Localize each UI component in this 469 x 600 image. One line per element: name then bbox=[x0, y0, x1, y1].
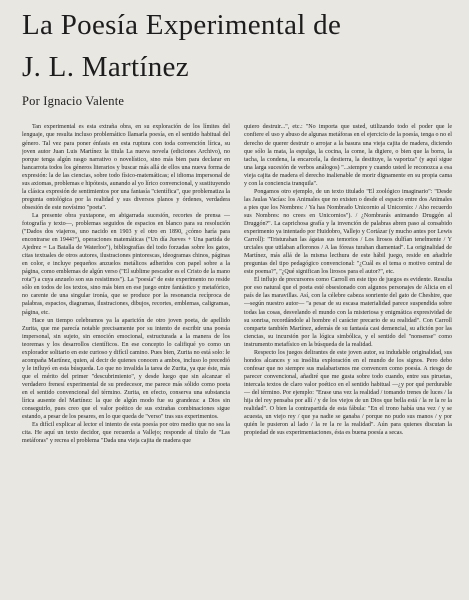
article-title-line-1: La Poesía Experimental de bbox=[22, 9, 342, 41]
paragraph: Tan experimental es esta extraña obra, en su exploración de los límites del lenguaje, que resulta incluso problemático llamarla poesía, en el sentido habitual del género. Tal vez para poner énfasis en esta ruptura con toda convención lírica, su joven autor Juan Luis Martínez la titula La nueva novela (ediciones Archivo), no porque tenga algún rasgo narrativo o novelístico, sino más bien para declarar en hancarrota todos los géneros literarios y buscar más allá de ellos una nueva forma de expresión: la de las ciencias, sobre todo físico-matemáticas; el idioma impersonal de sus axiomas, problemas e hipótesis, aunando al yo lírico convencional, y sustituyendo la clásica expresión de sentimientos por una fantasía "científica", que problematiza la pregunta ontológica por la realidad y sus diversos planos y órdenes, verdadera obsesión de este novísimo "poeta". bbox=[22, 124, 230, 211]
paragraph: Hace un tiempo celebramos ya la aparición de otro joven poeta, de apellido Zurita, que me parecía notable precisamente por su intento de escribir una poesía impersonal, sin sujeto, sin emoción emocional, estructurada a la manera de los teoremas y los desarrollos científicos. En ese concepto lo califiqué yo como un explorador solitario en este curioso y difícil camino. Pues bien, Zurita no está solo: le acompaña Martínez, quien, al decir de quienes conocen a ambos, incluso lo precedió y le influyó en esta búsqueda. Lo que no invalida la tarea de Zurita, ya que éste, más que el mérito del primer "descubrimiento", y desde luego que sin alcanzar el verdadero frenesí experimental de su predecesor, me parece más sólido como poeta en el sentido convencional del término. Zurita, en efecto, conserva una substancia lírica ausente del Martínez: la que de algún modo fue su grandeza: a Dios sin conseguirlo, pues creo que el valor poético de sus extrañas combinaciones sigue estando, a pesar de los pesares, en lo que queda de "verso" tras sus experimentos. bbox=[22, 317, 230, 421]
text-column-right bbox=[244, 123, 452, 591]
paragraph: Pongamos otro ejemplo, de un texto titulado "El zoológico imaginario": "Desde las Jaulas Vacías: los Animales que no existen o desde el espacio entre dos Animales a pies que los Nombres: / Ya has Nombrado Unicornio al Unicornio: / Aho recuerdo sus Nombres: no crees en Unicornios"). / ¿Nombrarás animando Druggón al Druggón?". La caprichosa grafía y la invención de palabras abren paso al consabido experimento ya intentado por Huidobro, Vallejo y Cortázar (y mucho antes por Lewis Carroll): "Tristurahan las ágatas sus temorios / Los lirosos dulfían tenelmente / Y urciales que uttlaban afloronos / A las fóreas turahan diamentad". La originalidad de Martínez, más allá de la misma lecthura de este hábil juego, reside en añadirle preguntas del tipo pedagógico convencional: "¿Cuál es el tema o motivo central de este poema?", "¿Qué significan los lirosos para el autor?", etc. bbox=[244, 188, 452, 276]
paragraph: Es difícil explicar al lector el intento de esta poesía por otro medio que no sea la cita. He aquí un texto decidor, que recuerda a Vallejo; responde al título de "Las metáforas" y recrea el problema "Dada una vieja cajita de madera que bbox=[22, 422, 230, 445]
article-title-line-2: J. L. Martínez bbox=[22, 51, 189, 84]
article-byline: Por Ignacio Valente bbox=[22, 94, 125, 109]
paragraph: Respecto los juegos delirantes de este joven autor, su indudable originalidad, sus hondos alcances y su insólita exploración en el mundo de los signos. Pero debo confesar que no siempre sus malabarismos me convencen como poesía. A riesgo de parecer convencional, añadiré que me gusta sobre todo cuando, entre sus piruetas, intercala textos de claro valor poético en el sentido habitual —¿y por qué perdurable— del término. Por ejemplo: "Erase una vez la realidad / tomando trenes de luces / la hija del rey pensaba por allí / y de los viejos de un Dios que bella está / la re la re la realidad". O bien la contrapartida de esta fábula: "En el trono había una vez / y se acuesta, un viejo rey / que ya nadie se ganaba / porque no pudo sus manos / y por quién le pusieron al lado / la re la re la realidad". Aún para quienes discutan la propiedad de sus experimentaciones, ésta es buena poesía a secas. bbox=[244, 349, 452, 437]
article-body bbox=[22, 123, 455, 591]
article-title bbox=[22, 8, 455, 84]
paragraph: El influjo de precursores como Carroll en este tipo de juegos es evidente. Resulta por eso natural que el poeta esté obsesionado con algunos personajes de Alicia en el país de las maravillas. Así, con la célebre cabeza sonriente del gato de Cheshire, que —según nuestro autor— "a pesar de su escasa materialidad parece suspendida sobre todas las cosas, desvelando el mundo con la misteriosa y enigmática expresividad de su sonrisa, recordándole al hombre el carácter precario de su realidad". Con Carroll comparte también Martínez, además de su fantasía casi demencial, su afición por las ciencias, su incursión por la lógica simbólica, y el sentido del "nonsense" como instrumento metafísico en la búsqueda de la realidad. bbox=[244, 277, 452, 348]
text-column-left bbox=[22, 123, 230, 591]
paragraph: La presente obra yuxtapone, en abigarrada sucesión, recortes de prensa —fotografía y texto—, problemas seguidos de espacios en blanco para su resolución ("Dados dos viajeros, uno nacido en 1903 y el otro en 1890, ¿cómo haría para encontrarse en 1944?"), operaciones matemáticas ("Un día Jueves + Una partida de Ajedrez = La Batalla de Waterloo"), bibliografías del todo forzadas sobre los gatos, citas textuales de otros autores, ilustraciones pintorescas, ideogramas chinos, páginas en color, e incluye pequeños anzuelos metálicos adheridos con papel sobre a la página, como emblemas de algún verso ("El sublime pescador es el Cristo de la mano rota") a cuya anzuelo son sus resistimos"). La "poesía" de este experimento no reside sólo en todos de los textos, sino más bien en ese juego entre fantástico y metafórico, no carente de una singular ironía, que se produce por la resonancia recíproca de palabras, espacios, diagramas, ilustraciones, dibujos, recortes, emblemas, caligramas, página, etc. bbox=[22, 212, 230, 316]
paragraph: quiero destruir...", etc.: "No importa que usted, utilizando todo el poder que le confiere el uso y abuso de algunas metáforas en el ejercicio de la poesía, tenga o no el derecho de querer destruir o arrojar a la basura una vieja cajita de madera, diciendo que sólo la mata, la espulga, la cocina, la come, la digiere, o bien que la borra, la tacha, la condena, la encarcela, la destierra, la destituye, la vaporiza" (y aquí sigue una larga sucesión de verbos análogos) "...siempre y cuando usted le reconozca a esa vieja cajita de madera el derecho inalienable de morir dignamente en su propia cama y con la conciencia tranquila". bbox=[244, 124, 452, 187]
